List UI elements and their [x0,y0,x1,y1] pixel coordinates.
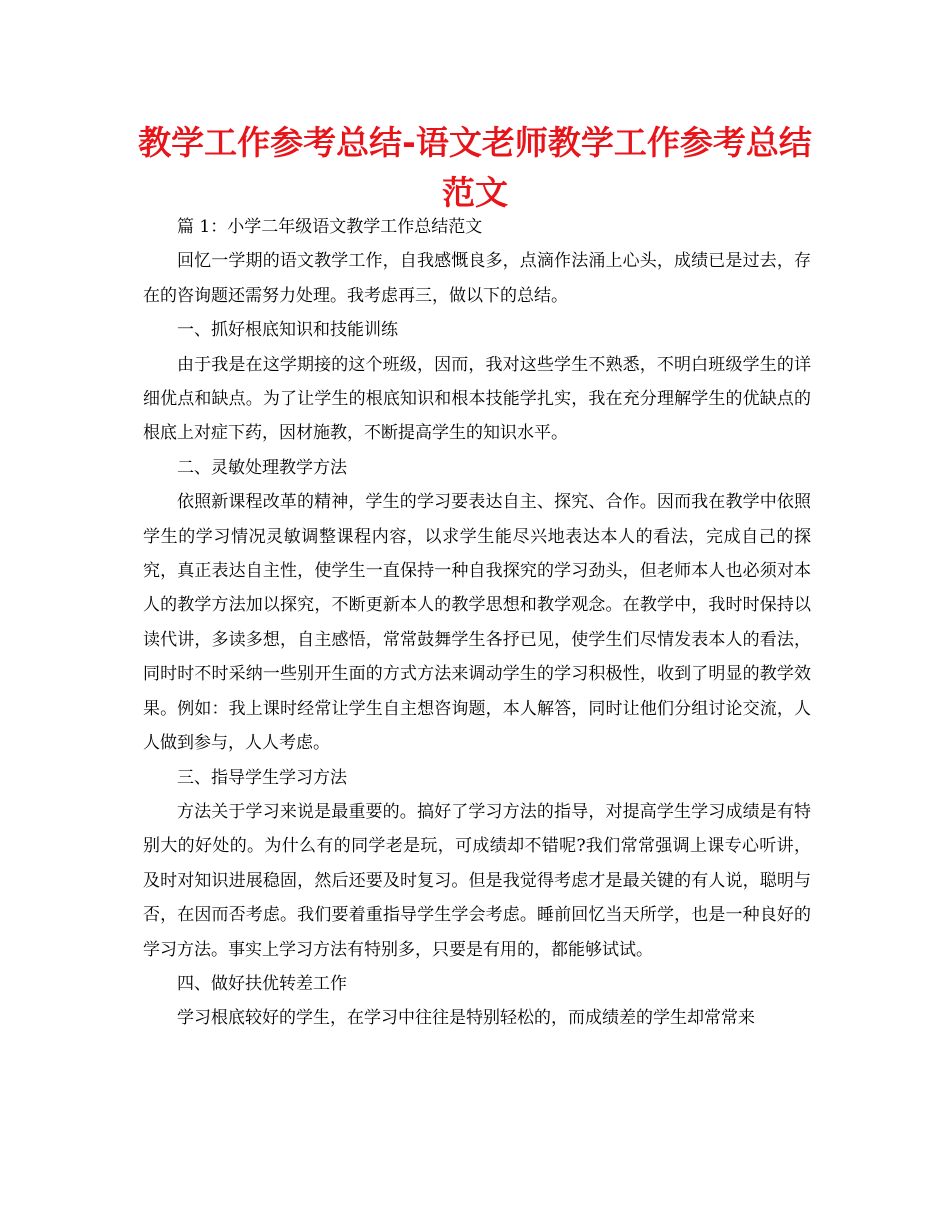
section-heading: 三、指导学生学习方法 [177,767,347,788]
section-heading: 一、抓好根底知识和技能训练 [177,320,398,341]
paragraph: 由于我是在这学期接的这个班级，因而，我对这些学生不熟悉，不明白班级学生的详细优点和缺点。为了让学生的根底知识和根本技能学扎实，我在充分理解学生的优缺点的根底上对症下药，因材施教，不断提高学生的知识水平。 [143,354,811,444]
document-body [143,210,811,1036]
section-heading-part-1: 篇 1：小学二年级语文教学工作总结范文 [177,217,483,237]
paragraph: 方法关于学习来说是最重要的。搞好了学习方法的指导，对提高学生学习成绩是有特别大的好处的。为什么有的同学老是玩，可成绩却不错呢?我们常常强调上课专心听讲，及时对知识进展稳固，然后还要及时复习。但是我觉得考虑才是最关键的有人说，聪明与否，在因而否考虑。我们要着重指导学生学会考虑。睡前回忆当天所学，也是一种良好的学习方法。事实上学习方法有特别多，只要是有用的，都能够试试。 [143,801,811,960]
section-heading: 四、做好扶优转差工作 [177,973,347,994]
section-heading: 二、灵敏处理教学方法 [177,457,347,478]
document-title: 教学工作参考总结-语文老师教学工作参考总结范文 [138,123,812,212]
paragraph: 学习根底较好的学生，在学习中往往是特别轻松的，而成绩差的学生却常常来 [177,1008,755,1029]
paragraph: 依照新课程改革的精神，学生的学习要表达自主、探究、合作。因而我在教学中依照学生的学习情况灵敏调整课程内容，以求学生能尽兴地表达本人的看法，完成自己的探究，真正表达自主性，使学生一直保持一种自我探究的学习劲头，但老师本人也必须对本人的教学方法加以探究，不断更新本人的教学思想和教学观念。在教学中，我时时保持以读代讲，多读多想，自主感悟，常常鼓舞学生各抒已见，使学生们尽情发表本人的看法，同时时不时采纳一些别开生面的方式方法来调动学生的学习积极性，收到了明显的教学效果。例如：我上课时经常让学生自主想咨询题，本人解答，同时让他们分组讨论交流，人人做到参与，人人考虑。 [143,492,811,754]
paragraph: 回忆一学期的语文教学工作，自我感慨良多，点滴作法涌上心头，成绩已是过去，存在的咨询题还需努力处理。我考虑再三，做以下的总结。 [143,251,811,306]
